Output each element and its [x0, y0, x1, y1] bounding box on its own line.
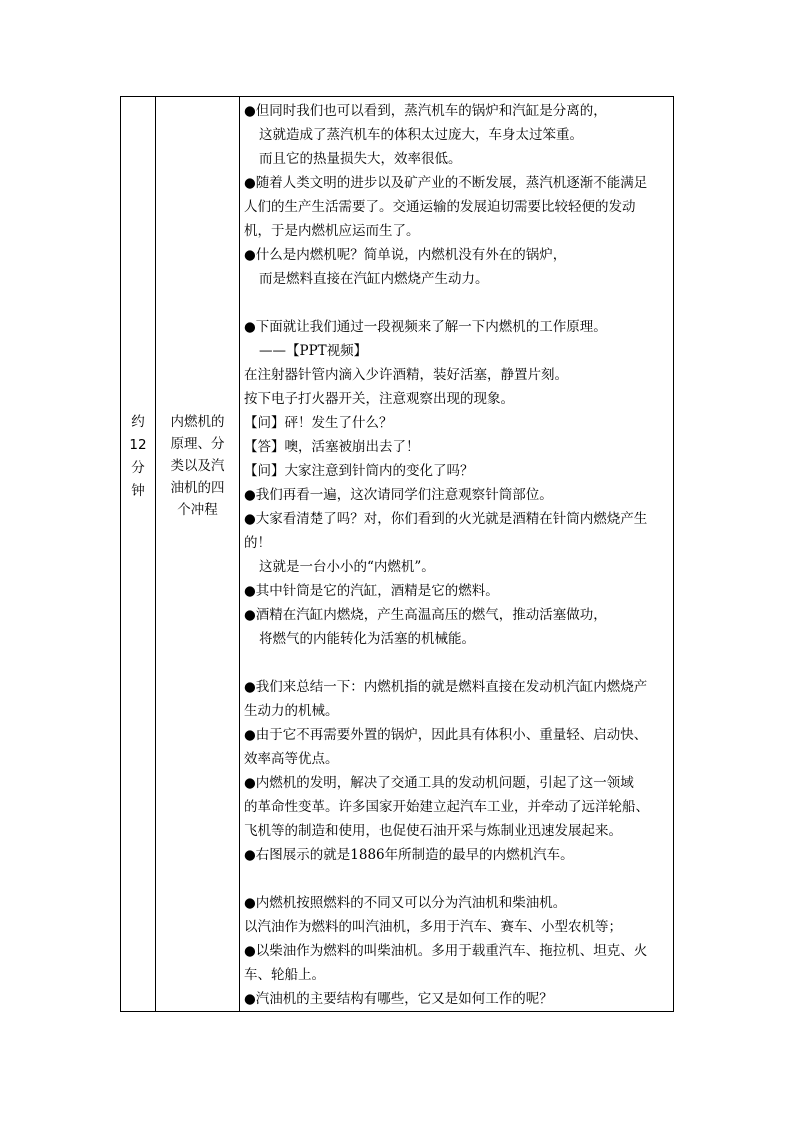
- content-line: ●右图展示的就是1886年所制造的最早的内燃机汽车。: [244, 847, 574, 863]
- topic-column: [156, 97, 240, 1011]
- content-line: ●我们来总结一下：内燃机指的就是燃料直接在发动机汽缸内燃烧产: [244, 679, 648, 695]
- content-line: ●由于它不再需要外置的锅炉，因此具有体积小、重量轻、启动快、: [244, 727, 648, 743]
- content-line: 人们的生产生活需要了。交通运输的发展迫切需要比较轻便的发动: [244, 199, 636, 215]
- content-line: ●下面就让我们通过一段视频来了解一下内燃机的工作原理。: [244, 319, 607, 335]
- content-line: 将燃气的内能转化为活塞的机械能。: [259, 631, 475, 647]
- time-cell: [121, 411, 155, 503]
- time-text-line: 12: [129, 437, 147, 453]
- content-line: ●内燃机按照燃料的不同又可以分为汽油机和柴油机。: [244, 895, 567, 911]
- content-line: 以汽油作为燃料的叫汽油机，多用于汽车、赛车、小型农机等；: [244, 919, 622, 935]
- content-line: 而是燃料直接在汽缸内燃烧产生动力。: [259, 271, 489, 287]
- topic-text-line: 个冲程: [177, 502, 218, 518]
- content-line: ●以柴油作为燃料的叫柴油机。多用于载重汽车、拖拉机、坦克、火: [244, 943, 648, 959]
- content-line: 机，于是内燃机应运而生了。: [244, 223, 420, 239]
- content-line: 飞机等的制造和使用，也促使石油开采与炼制业迅速发展起来。: [244, 823, 622, 839]
- time-column: [121, 97, 156, 1011]
- lesson-plan-table: [120, 96, 674, 1012]
- content-line: 【问】大家注意到针筒内的变化了吗？: [244, 463, 474, 479]
- content-line: 这就是一台小小的“内燃机”。: [259, 559, 435, 575]
- topic-text-line: 内燃机的: [170, 414, 225, 430]
- content-line: ●随着人类文明的进步以及矿产业的不断发展，蒸汽机逐渐不能满足: [244, 175, 648, 191]
- blank-line: [244, 867, 669, 891]
- content-line: 这就造成了蒸汽机车的体积太过庞大，车身太过笨重。: [259, 127, 583, 143]
- content-line: ——【PPT视频】: [259, 343, 368, 359]
- content-line: ●酒精在汽缸内燃烧，产生高温高压的燃气，推动活塞做功，: [244, 607, 607, 623]
- content-line: ●汽油机的主要结构有哪些，它又是如何工作的呢？: [244, 991, 553, 1007]
- content-line: 生动力的机械。: [244, 703, 339, 719]
- content-line: 而且它的热量损失大，效率很低。: [259, 151, 462, 167]
- content-line: 的！: [244, 535, 271, 551]
- time-text-line: 钟: [131, 483, 145, 499]
- content-line: ●大家看清楚了吗？对，你们看到的火光就是酒精在针筒内燃烧产生: [244, 511, 648, 527]
- content-line: 在注射器针管内滴入少许酒精，装好活塞，静置片刻。: [244, 367, 568, 383]
- content-line: 车、轮船上。: [244, 967, 325, 983]
- content-line: ●其中针筒是它的汽缸，酒精是它的燃料。: [244, 583, 499, 599]
- content-line: ●但同时我们也可以看到，蒸汽机车的锅炉和汽缸是分离的，: [244, 103, 607, 119]
- blank-line: [244, 291, 669, 315]
- content-line: ●我们再看一遍，这次请同学们注意观察针筒部位。: [244, 487, 553, 503]
- content-line: 按下电子打火器开关，注意观察出现的现象。: [244, 391, 514, 407]
- topic-text-line: 类以及汽: [170, 458, 225, 474]
- content-column: [240, 97, 673, 1011]
- blank-line: [244, 651, 669, 675]
- content-line: 的革命性变革。许多国家开始建立起汽车工业，并牵动了远洋轮船、: [244, 799, 649, 815]
- topic-text-line: 油机的四: [170, 480, 225, 496]
- topic-cell: [162, 411, 233, 521]
- content-line: 【答】噢，活塞被崩出去了！: [244, 439, 420, 455]
- content-lines: [244, 99, 669, 1011]
- content-line: ●内燃机的发明，解决了交通工具的发动机问题，引起了这一领域: [244, 775, 634, 791]
- content-line: 【问】砰！发生了什么？: [244, 415, 393, 431]
- content-line: 效率高等优点。: [244, 751, 339, 767]
- topic-text-line: 原理、分: [170, 436, 225, 452]
- time-text-line: 分: [131, 460, 145, 476]
- time-text-line: 约: [131, 414, 145, 430]
- content-line: ●什么是内燃机呢？简单说，内燃机没有外在的锅炉，: [244, 247, 567, 263]
